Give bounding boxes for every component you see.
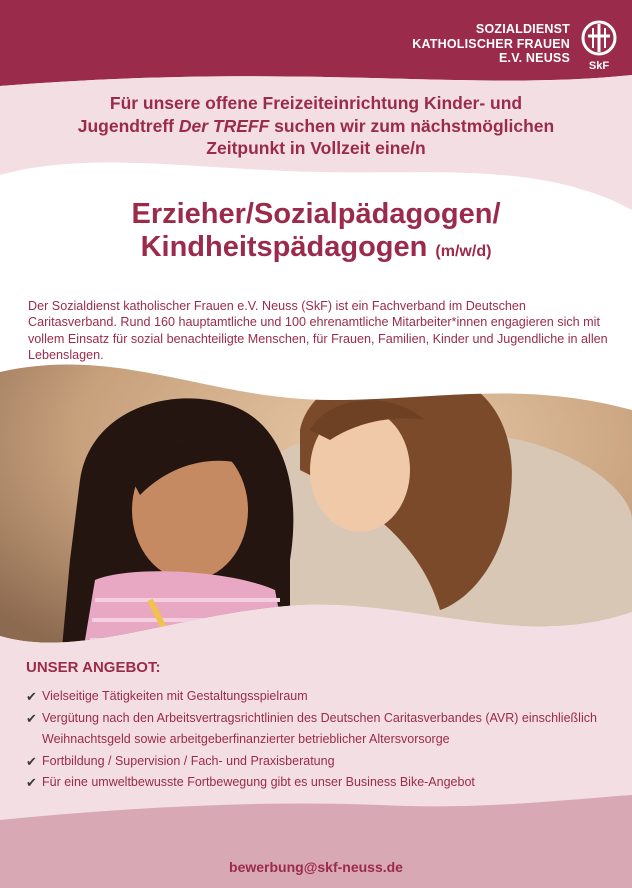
logo-text: SkF [588,60,610,72]
job-title [30,198,602,268]
job-title-line-1: Erzieher/Sozialpädagogen/ [131,198,501,230]
offer-item-text: Vergütung nach den Arbeitsvertragsrichtlinien des Deutschen Caritasverbandes (AVR) einschließlich Weihnachtsgeld sowie arbeitgeberfinanzierter betrieblicher Altersvorsorge [42,710,597,746]
job-title-suffix: (m/w/d) [435,243,492,260]
check-icon: ✔ [26,775,37,790]
list-item [26,751,606,773]
intro-part-1: Für unsere offene Freizeiteinrichtung Kinder- und [109,93,523,113]
offer-list [26,686,606,794]
offer-item-text: Fortbildung / Supervision / Fach- und Praxisberatung [42,753,335,768]
list-item [26,708,606,751]
organization-description: Der Sozialdienst katholischer Frauen e.V. Neuss (SkF) ist ein Fachverband im Deutschen Caritasverband. Rund 160 hauptamtliche und 100 ehrenamtliche Mitarbeiter*innen engagieren sich mit vollem Einsatz für sozial benachteiligte Menschen, für Frauen, Familien, Kinder und Jugendliche in allen Lebenslagen. [28,299,608,362]
intro-part-2: Jugendtreff [77,115,179,136]
check-icon: ✔ [26,710,37,726]
check-icon: ✔ [26,753,37,769]
offer-heading: UNSER ANGEBOT: [26,659,161,676]
brand-name [412,22,570,66]
brand-line-2: KATHOLISCHER FRAUEN [412,36,570,51]
brand-line-3: E.V. NEUSS [498,51,570,65]
job-title-line-2: Kindheitspädagogen [140,231,428,263]
list-item [26,772,606,794]
skf-logo-icon [578,18,620,72]
offer-item-text: Für eine umweltbewusste Fortbewegung gibt es unser Business Bike-Angebot [42,775,475,789]
contact-email[interactable]: bewerbung@skf-neuss.de [229,859,403,875]
brand-line-1: SOZIALDIENST [475,22,570,36]
check-icon: ✔ [26,689,37,704]
intro-text [40,92,592,160]
list-item [26,686,606,708]
intro-part-3: suchen wir zum nächstmöglichen [269,115,555,136]
intro-facility-name: Der TREFF [178,115,270,136]
offer-item-text: Vielseitige Tätigkeiten mit Gestaltungsspielraum [42,689,308,703]
intro-part-4: Zeitpunkt in Vollzeit eine/n [206,138,426,158]
